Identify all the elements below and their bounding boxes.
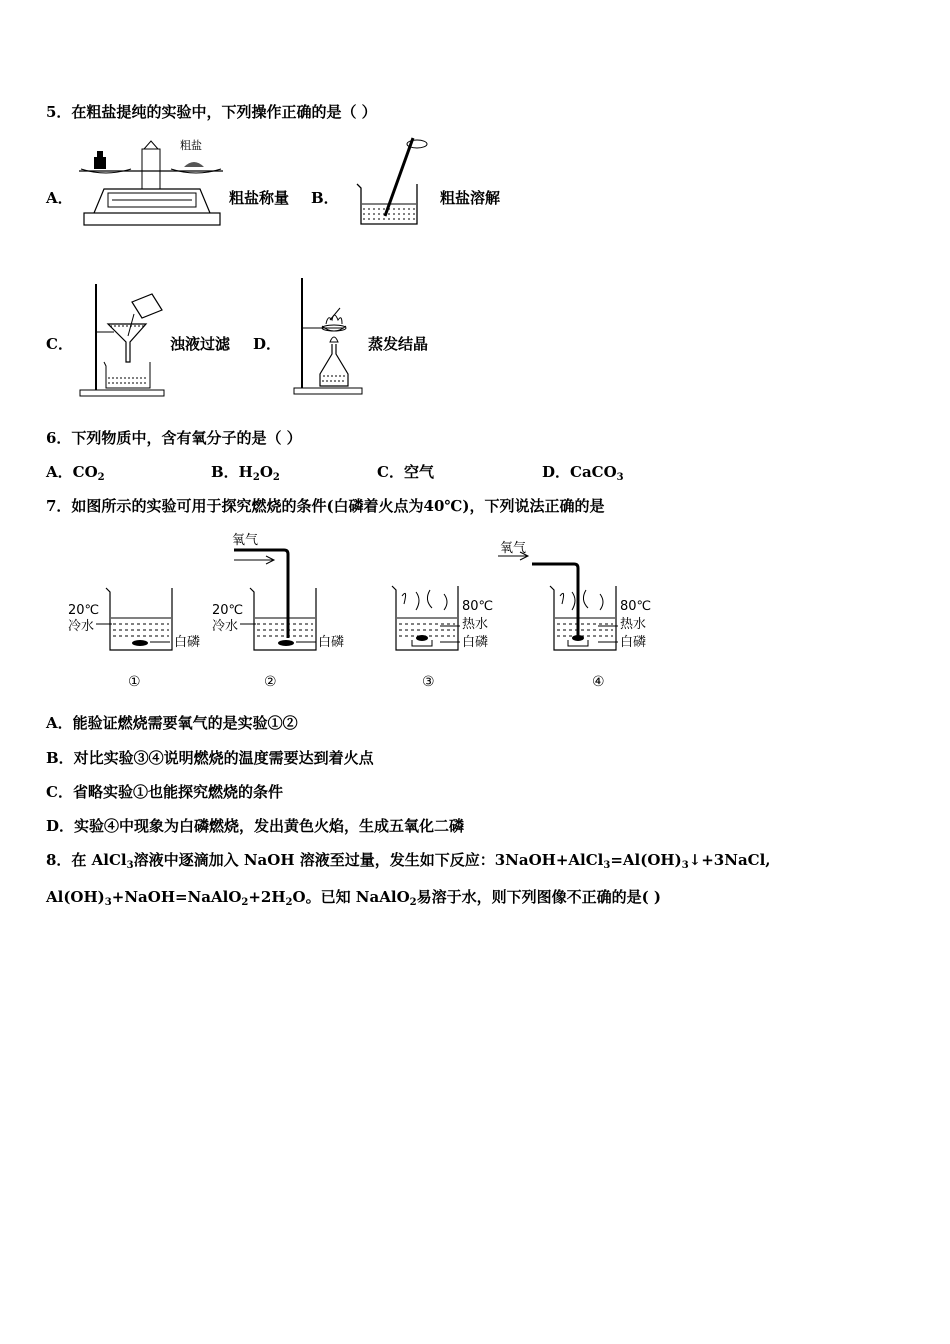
q5-option-c-letter: C． [46, 335, 73, 353]
evaporation-figure [292, 274, 364, 396]
q5-option-a-text: 粗盐称量 [229, 189, 290, 207]
white-p-label-3: 白磷 [462, 635, 489, 650]
temp-label-2: 20℃ [212, 603, 244, 618]
q6-stem: 6．下列物质中，含有氧分子的是（ ） [46, 429, 302, 447]
temp-label-4: 80℃ [620, 599, 652, 614]
q6-option-b: B．$H_2O_2$ [211, 463, 280, 483]
q6-option-d: D．CaCO$_3$ [542, 463, 624, 483]
cold-water-label-1: 冷水 [68, 619, 95, 634]
white-p-label-1: 白磷 [174, 635, 201, 650]
q5-option-d-text: 蒸发结晶 [368, 335, 429, 353]
q8-line-1: 8．在 AlCl$_3$溶液中逐滴加入 NaOH 溶液至过量，发生如下反应：$3NaOH+AlCl_3=Al(OH)_3↓+3NaCl$, [46, 851, 771, 871]
beaker-2 [212, 533, 344, 690]
experiment-number-3: ③ [422, 674, 435, 690]
q7-option-d: D．实验④中现象为白磷燃烧，发出黄色火焰，生成五氧化二磷 [46, 817, 465, 835]
q7-option-a: A．能验证燃烧需要氧气的是实验①② [46, 714, 298, 732]
beaker-4 [498, 541, 651, 690]
oxygen-label-4: 氧气 [500, 541, 527, 556]
q7-stem: 7．如图所示的实验可用于探究燃烧的条件(白磷着火点为40℃)，下列说法正确的是 [46, 497, 605, 515]
experiment-number-4: ④ [592, 674, 605, 690]
beaker-1 [68, 588, 200, 690]
q7-option-c: C．省略实验①也能探究燃烧的条件 [46, 783, 283, 801]
white-p-label-4: 白磷 [620, 635, 647, 650]
white-p-label-2: 白磷 [318, 635, 345, 650]
cold-water-label-2: 冷水 [212, 619, 239, 634]
q8-line-2: $Al(OH)_3+NaOH=NaAlO_2+2H_2O$。已知 NaAlO$_2$易溶于水，则下列图像不正确的是( ) [46, 888, 662, 908]
coarse-salt-label: 粗盐 [180, 139, 202, 152]
hot-water-label-3: 热水 [462, 617, 489, 632]
q5-option-b-letter: B． [311, 189, 339, 207]
balance-figure [76, 137, 226, 229]
temp-label-1: 20℃ [68, 603, 100, 618]
dissolve-figure [349, 132, 439, 228]
q6-option-c: C．空气 [377, 463, 434, 481]
q5-option-b-text: 粗盐溶解 [440, 189, 501, 207]
beaker-3 [392, 586, 493, 690]
q5-option-c-text: 浊液过滤 [170, 335, 231, 353]
q5-option-d-letter: D． [253, 335, 282, 353]
combustion-experiment-figure [60, 528, 670, 694]
temp-label-3: 80℃ [462, 599, 494, 614]
q6-option-a: A．$CO_2$ [46, 463, 105, 483]
filter-figure [78, 280, 168, 398]
q5-stem: 5．在粗盐提纯的实验中，下列操作正确的是（ ） [46, 103, 377, 121]
experiment-number-2: ② [264, 674, 277, 690]
experiment-number-1: ① [128, 674, 141, 690]
oxygen-label-2: 氧气 [232, 533, 259, 548]
q5-option-a-letter: A． [46, 189, 73, 207]
hot-water-label-4: 热水 [620, 617, 647, 632]
q7-option-b: B．对比实验③④说明燃烧的温度需要达到着火点 [46, 749, 374, 767]
